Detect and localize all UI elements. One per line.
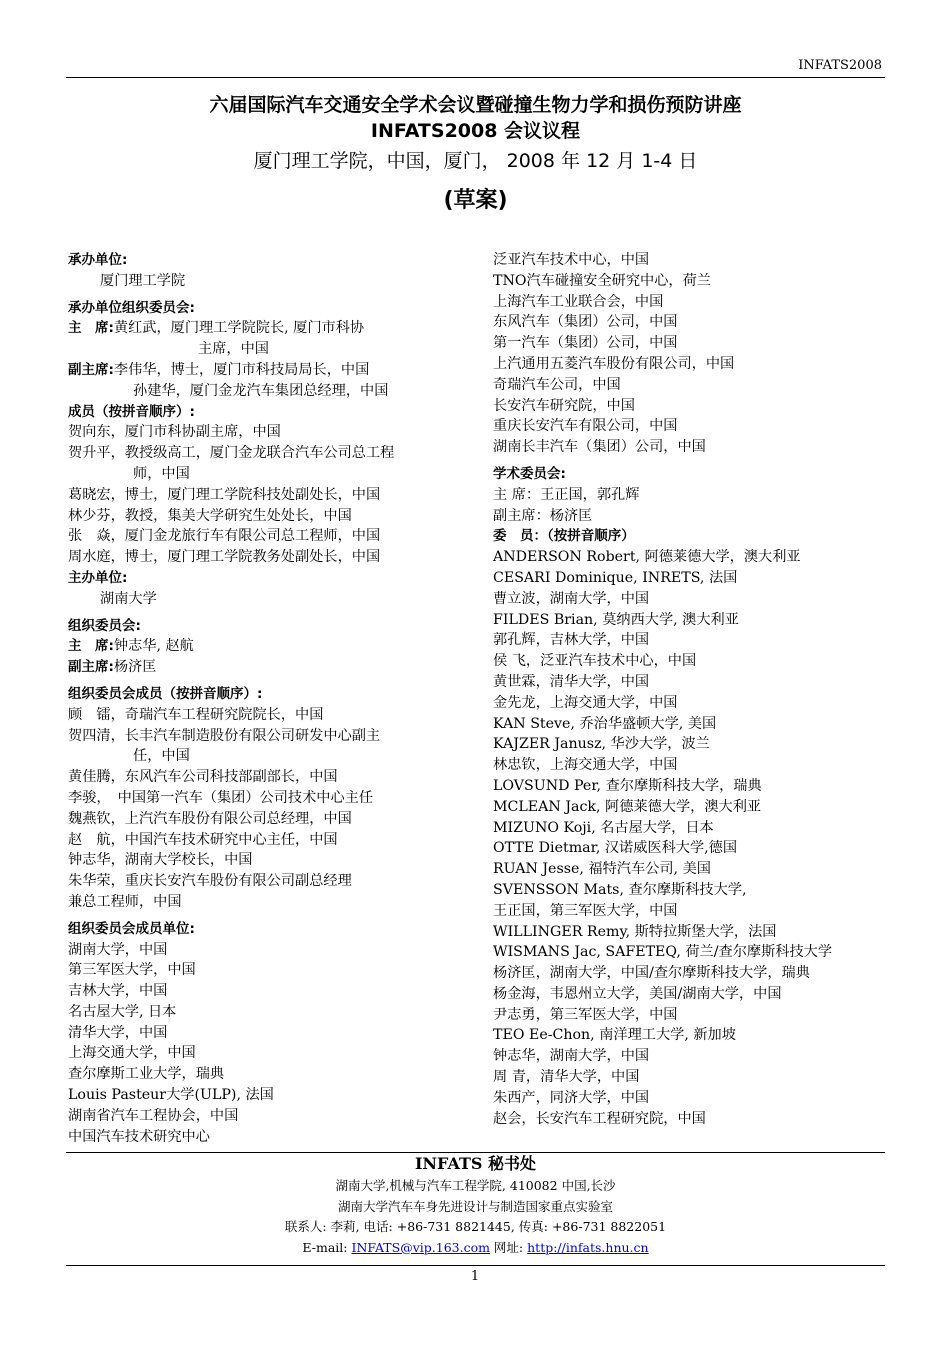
unit-item: 清华大学，中国 (68, 1024, 168, 1041)
academic-member: MIZUNO Koji, 名古屋大学，日本 (493, 819, 714, 836)
academic-member: WISMANS Jac, SAFETEQ, 荷兰/查尔摩斯科技大学 (493, 944, 833, 961)
unit-item: 上汽通用五菱汽车股份有限公司，中国 (493, 355, 735, 372)
host-member: 张 焱，厦门金龙旅行车有限公司总工程师，中国 (68, 528, 381, 545)
academic-member: 钟志华，湖南大学，中国 (493, 1048, 650, 1065)
academic-member: ANDERSON Robert, 阿德莱德大学，澳大利亚 (493, 549, 801, 566)
oc-chair-text: 钟志华, 赵航 (113, 638, 194, 655)
oc-chair-label: 主 席: (68, 638, 114, 655)
academic-member: 赵会，长安汽车工程研究院，中国 (493, 1110, 706, 1127)
unit-item: 中国汽车技术研究中心 (68, 1128, 210, 1145)
host-heading: 承办单位: (68, 252, 128, 268)
academic-member: 林忠钦，上海交通大学，中国 (493, 757, 678, 774)
header-code: INFATS2008 (798, 58, 882, 73)
email-label: E-mail: (302, 1239, 352, 1255)
right-column (493, 250, 893, 1129)
oc-vice-label: 副主席: (68, 659, 114, 676)
academic-member: 郭孔辉，吉林大学，中国 (493, 632, 650, 649)
academic-member: 尹志勇，第三军医大学，中国 (493, 1006, 678, 1023)
academic-member: KAN Steve, 乔治华盛顿大学, 美国 (493, 715, 717, 732)
academic-member: KAJZER Janusz, 华沙大学，波兰 (493, 736, 710, 753)
academic-member: 杨金海，韦恩州立大学，美国/湖南大学，中国 (493, 985, 782, 1002)
unit-item: 湖南长丰汽车（集团）公司，中国 (493, 439, 706, 456)
host-name: 厦门理工学院 (100, 272, 186, 289)
academic-member: 曹立波，湖南大学，中国 (493, 590, 650, 607)
academic-member: 王正国，第三军医大学，中国 (493, 902, 678, 919)
host-org-heading: 承办单位组织委员会: (68, 299, 195, 316)
host-member-cont: 师，中国 (133, 465, 190, 482)
unit-item: 名古屋大学, 日本 (68, 1003, 177, 1020)
org-member: 顾 镭，奇瑞汽车工程研究院院长，中国 (68, 706, 324, 723)
unit-item: TNO汽车碰撞安全研究中心，荷兰 (493, 272, 711, 289)
host-member: 周水庭，博士，厦门理工学院教务处副处长，中国 (68, 549, 381, 566)
unit-item: 上海汽车工业联合会，中国 (493, 293, 664, 310)
unit-item: Louis Pasteur大学(ULP), 法国 (68, 1087, 274, 1104)
academic-member: CESARI Dominique, INRETS, 法国 (493, 569, 738, 586)
unit-item: 查尔摩斯工业大学，瑞典 (68, 1066, 225, 1083)
host-members-heading: 成员（按拼音顺序）: (68, 403, 195, 420)
unit-item: 第三军医大学，中国 (68, 962, 196, 979)
org-committee-heading: 组织委员会: (68, 617, 141, 634)
vice-text: 李伟华，博士，厦门市科技局局长，中国 (113, 361, 370, 378)
unit-item: 吉林大学，中国 (68, 983, 168, 1000)
academic-member: LOVSUND Per, 查尔摩斯科技大学，瑞典 (493, 777, 762, 794)
secretariat-address-1: 湖南大学,机械与汽车工程学院, 410082 中国,长沙 (335, 1178, 616, 1193)
chair-label: 主 席: (68, 320, 114, 337)
header-rule (66, 77, 885, 78)
chair-text: 黄红武，厦门理工学院院长, 厦门市科协 (113, 320, 365, 337)
vice-label: 副主席: (68, 361, 114, 378)
host-member: 葛晓宏，博士，厦门理工学院科技处副处长，中国 (68, 486, 381, 503)
website-link[interactable]: http://infats.hnu.cn (527, 1239, 649, 1255)
academic-member: SVENSSON Mats, 查尔摩斯科技大学, (493, 881, 747, 898)
academic-chair: 主 席：王正国，郭孔辉 (493, 486, 640, 503)
academic-member: 朱西产，同济大学，中国 (493, 1089, 650, 1106)
org-chair (68, 636, 448, 657)
org-member-cont: 任，中国 (133, 748, 190, 765)
host-member: 林少芬，教授，集美大学研究生处处长，中国 (68, 507, 352, 524)
unit-item: 上海交通大学，中国 (68, 1045, 196, 1062)
organizer-heading: 主办单位: (68, 569, 128, 586)
academic-member: FILDES Brian, 莫纳西大学, 澳大利亚 (493, 611, 739, 628)
academic-vice: 副主席：杨济匡 (493, 507, 593, 524)
org-member: 黄佳腾，东风汽车公司科技部副部长，中国 (68, 769, 338, 786)
host-vice (68, 360, 448, 381)
org-member: 钟志华，湖南大学校长，中国 (68, 852, 253, 869)
org-members-heading: 组织委员会成员（按拼音顺序）: (68, 685, 263, 702)
unit-item: 长安汽车研究院，中国 (493, 397, 635, 414)
title-block (66, 92, 885, 216)
academic-member: TEO Ee-Chon, 南洋理工大学, 新加坡 (493, 1027, 736, 1044)
academic-member: 黄世霖，清华大学，中国 (493, 673, 650, 690)
host-member: 贺向东，厦门市科协副主席，中国 (68, 424, 281, 441)
secretariat-title: INFATS 秘书处 (414, 1154, 537, 1173)
title-line-4: (草案) (443, 188, 508, 213)
secretariat-address-2: 湖南大学汽车车身先进设计与制造国家重点实验室 (337, 1198, 613, 1214)
organizer-name: 湖南大学 (100, 590, 157, 607)
title-line-1: 六届国际汽车交通安全学术会议暨碰撞生物力学和损伤预防讲座 (209, 94, 742, 116)
academic-member: 周 青，清华大学，中国 (493, 1069, 640, 1086)
left-column (68, 250, 448, 1147)
host-member: 贺升平，教授级高工，厦门金龙联合汽车公司总工程 (68, 445, 395, 462)
unit-item: 湖南大学，中国 (68, 941, 168, 958)
units-heading: 组织委员会成员单位: (68, 920, 195, 937)
page-number: 1 (470, 1269, 480, 1284)
academic-heading: 学术委员会: (493, 465, 566, 482)
academic-member: WILLINGER Remy, 斯特拉斯堡大学，法国 (493, 923, 777, 940)
host-chair-cont: 主席，中国 (198, 341, 269, 358)
org-vice (68, 657, 448, 678)
unit-item: 重庆长安汽车有限公司，中国 (493, 418, 678, 435)
org-member: 朱华荣，重庆长安汽车股份有限公司副总经理 (68, 873, 352, 890)
secretariat-footer (66, 1152, 885, 1258)
academic-member: RUAN Jesse, 福特汽车公司, 美国 (493, 861, 711, 878)
host-vice-2: 孙建华，厦门金龙汽车集团总经理，中国 (133, 382, 389, 399)
footer-rule-bottom (66, 1265, 885, 1266)
unit-item: 奇瑞汽车公司，中国 (493, 376, 621, 393)
host-chair (68, 318, 448, 339)
academic-member: MCLEAN Jack, 阿德莱德大学，澳大利亚 (493, 798, 762, 815)
org-member: 贺四清，长丰汽车制造股份有限公司研发中心副主 (68, 727, 381, 744)
secretariat-links (66, 1238, 885, 1259)
email-link[interactable]: INFATS@vip.163.com (351, 1239, 490, 1255)
org-member: 赵 航，中国汽车技术研究中心主任，中国 (68, 831, 338, 848)
title-line-3: 厦门理工学院，中国，厦门， 2008 年 12 月 1-4 日 (253, 150, 698, 172)
unit-item: 第一汽车（集团）公司，中国 (493, 335, 678, 352)
unit-item: 东风汽车（集团）公司，中国 (493, 314, 678, 331)
academic-member: 金先龙，上海交通大学，中国 (493, 694, 678, 711)
academic-member: OTTE Dietmar, 汉诺威医科大学,德国 (493, 840, 738, 857)
academic-members-heading: 委 员：（按拼音顺序） (493, 528, 635, 545)
unit-item: 泛亚汽车技术中心，中国 (493, 252, 650, 268)
org-member: 李骏， 中国第一汽车（集团）公司技术中心主任 (68, 789, 374, 806)
academic-member: 侯 飞，泛亚汽车技术中心，中国 (493, 653, 697, 670)
unit-item: 湖南省汽车工程协会，中国 (68, 1107, 239, 1124)
org-member: 魏燕钦，上汽汽车股份有限公司总经理，中国 (68, 810, 352, 827)
title-line-2: INFATS2008 会议议程 (370, 120, 581, 142)
web-label: 网址: (489, 1239, 528, 1255)
academic-member: 杨济匡，湖南大学，中国/查尔摩斯科技大学，瑞典 (493, 965, 810, 982)
org-member: 兼总工程师，中国 (68, 893, 182, 910)
secretariat-contact: 联系人: 李莉, 电话: +86-731 8821445, 传真: +86-731 8822051 (284, 1219, 667, 1234)
oc-vice-text: 杨济匡 (113, 659, 157, 676)
